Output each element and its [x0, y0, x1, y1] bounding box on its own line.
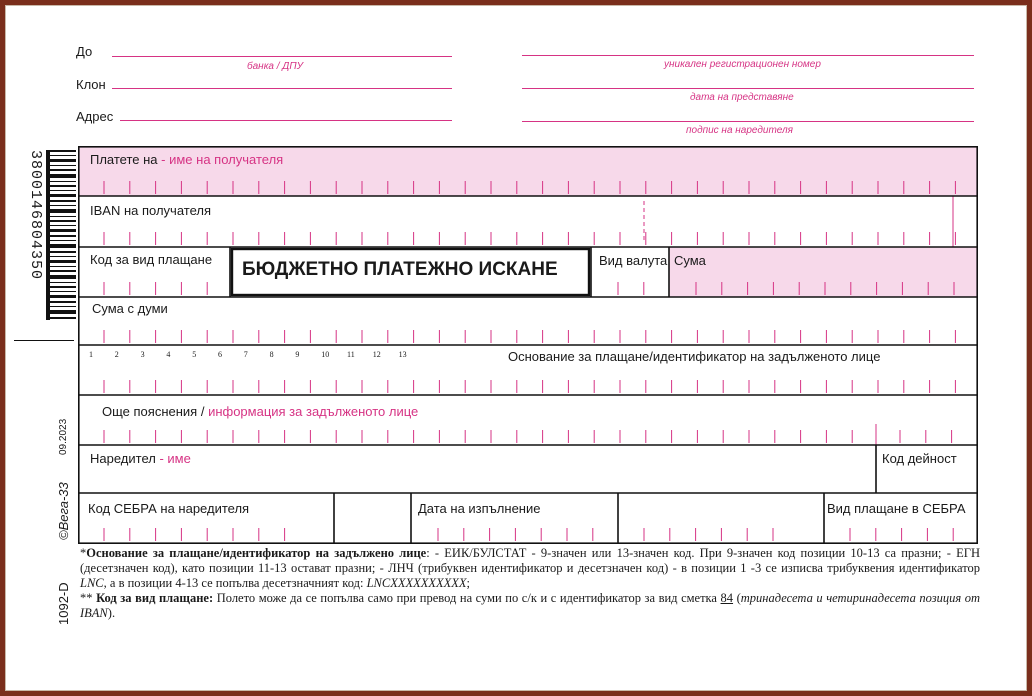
bank-hint: банка / ДПУ — [247, 61, 303, 72]
fn1-text-b: , а в позиции 4-13 се попълва десетзначният код: — [103, 576, 367, 590]
sebra-extra-field[interactable] — [336, 494, 411, 542]
more-info-text: Още пояснения / — [102, 404, 205, 419]
edition-date: 09.2023 — [58, 418, 69, 455]
position-number: 1 — [89, 350, 93, 359]
branch-line[interactable] — [112, 88, 452, 89]
currency-label: Вид валута — [599, 253, 668, 268]
signature-hint: подпис на наредителя — [686, 125, 793, 136]
activity-code-label: Код дейност — [882, 451, 957, 466]
pay-to-field[interactable] — [80, 150, 976, 198]
form-title: БЮДЖЕТНО ПЛАТЕЖНО ИСКАНЕ — [242, 259, 558, 280]
execution-date-label: Дата на изпълнение — [418, 501, 541, 516]
barcode-number: 3800146804350 — [27, 150, 44, 281]
position-number: 12 — [372, 350, 381, 359]
amount-field[interactable] — [670, 249, 976, 297]
fn2-text-a: Полето може да се попълва само при превод на суми по с/к и с идентификатор за вид сметка — [213, 591, 721, 605]
fn1-text-a: : - ЕИК/БУЛСТАТ - 9-значен или 13-значен код. При 9-значен код позиции 10-13 са празни; - ЕГН (десетзначен код), като позиции 11-13 остават празни; - ЛНЧ (трибуквен идентификатор и десетзначен код) - в позиции 1 -3 се изписва трибуквения идентификатор — [80, 546, 980, 575]
footnote-payment-code — [80, 591, 980, 621]
iban-field[interactable] — [80, 200, 976, 248]
payer-field[interactable] — [80, 446, 875, 494]
position-number: 6 — [218, 350, 222, 359]
position-number: 10 — [321, 350, 330, 359]
payment-code-label: Код за вид плащане — [90, 252, 213, 267]
fn2-underline: 84 — [720, 591, 734, 605]
iban-label: IBAN на получателя — [90, 203, 211, 218]
currency-field[interactable] — [592, 249, 668, 297]
sebra-payment-type-field[interactable] — [826, 494, 976, 542]
execution-date-field[interactable] — [413, 494, 618, 542]
date-hint: дата на представяне — [690, 92, 794, 103]
more-info-hint: информация за задълженото лице — [208, 404, 419, 419]
fn2-text-b: ( — [733, 591, 741, 605]
fn2-text-c: ). — [107, 606, 116, 620]
payer-hint: - име — [159, 451, 191, 466]
branch-label: Клон — [76, 77, 106, 92]
position-number: 8 — [269, 350, 274, 359]
fn1-bold: Основание за плащане/идентификатор на задължено лице — [86, 546, 427, 560]
date-line[interactable] — [522, 88, 974, 89]
basis-field[interactable] — [80, 346, 976, 394]
to-line[interactable] — [112, 56, 452, 57]
fn2-italic: тринадесета и четиринадесета позиция от IBAN — [80, 591, 980, 620]
basis-label: Основание за плащане/идентификатор на задълженото лице — [508, 349, 881, 364]
fn1-italic-a: LNC — [80, 576, 104, 590]
form-code: 1092-D — [56, 582, 71, 625]
sebra-code-label: Код СЕБРА на наредителя — [88, 501, 250, 516]
fn2-bold: Код за вид плащане: — [96, 591, 214, 605]
fn2-prefix: ** — [80, 591, 97, 605]
sebra-payment-type-label: Вид плащане в СЕБРА — [827, 501, 966, 516]
barcode — [50, 150, 76, 322]
position-number: 5 — [192, 350, 197, 359]
footnotes — [80, 546, 980, 621]
position-number: 3 — [140, 350, 145, 359]
position-number: 13 — [398, 350, 407, 359]
pay-to-text: Платете на — [90, 152, 158, 167]
footnote-basis — [80, 546, 980, 591]
fn1-prefix: * — [80, 546, 87, 560]
position-number: 4 — [166, 350, 171, 359]
amount-words-label: Сума с думи — [92, 301, 168, 316]
pay-to-hint: - име на получателя — [161, 152, 284, 167]
reg-number-hint: уникален регистрационен номер — [664, 59, 821, 70]
payer-text: Наредител — [90, 451, 156, 466]
to-label: До — [76, 44, 93, 59]
position-number: 11 — [347, 350, 355, 359]
amount-words-field[interactable] — [80, 298, 976, 344]
amount-label: Сума — [674, 253, 706, 268]
reg-number-line[interactable] — [522, 55, 974, 56]
activity-code-field[interactable] — [877, 446, 976, 494]
address-label: Адрес — [76, 109, 114, 124]
sebra-code-field[interactable] — [80, 494, 334, 542]
address-line[interactable] — [120, 120, 452, 121]
publisher-label: ©Вега-33 — [56, 482, 71, 540]
signature-line[interactable] — [522, 121, 974, 122]
fn1-text-c: ; — [466, 576, 471, 590]
more-info-field[interactable] — [80, 396, 976, 444]
barcode-underline — [14, 340, 74, 341]
position-number: 7 — [243, 350, 248, 359]
payment-code-field[interactable] — [80, 249, 230, 297]
fn1-italic-b: LNCXXXXXXXXXX — [366, 576, 467, 590]
position-number: 9 — [295, 350, 300, 359]
position-number: 2 — [114, 350, 119, 359]
execution-extra-field[interactable] — [620, 494, 824, 542]
